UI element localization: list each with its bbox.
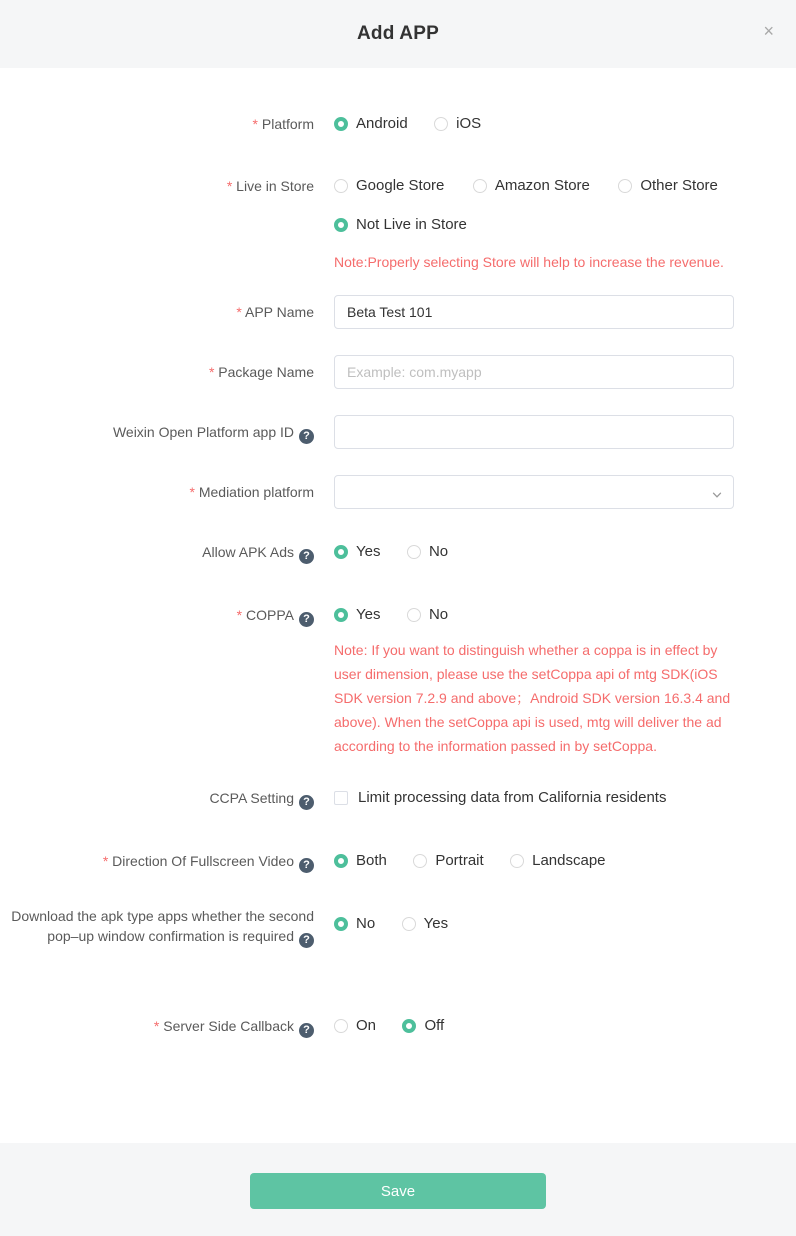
radio-unselected-icon [402, 917, 416, 931]
radio-selected-icon [334, 917, 348, 931]
form-row-server-side-callback [0, 1016, 796, 1039]
platform-options [334, 114, 734, 137]
radio-apk-confirm-yes[interactable]: Yes [402, 914, 448, 934]
coppa-note: Note: If you want to distinguish whether a coppa is in effect by user dimension, please use the setCoppa api of mtg SDK(iOS SDK version 7.2.9 and above；Android SDK version 16.3.4 and above). When the setCoppa api is used, mtg will deliver the ad according to the information passed in by setCoppa. [334, 642, 731, 754]
chevron-down-icon [711, 487, 723, 507]
radio-apk-ads-no[interactable]: No [407, 542, 448, 562]
radio-callback-off[interactable]: Off [402, 1016, 444, 1036]
app-name-label: * APP Name [0, 295, 314, 322]
ccpa-checkbox[interactable]: Limit processing data from California residents [334, 788, 666, 808]
form-row-live-in-store [0, 176, 796, 274]
apk-download-confirm-label: Download the apk type apps whether the second pop–up window confirmation is required? [0, 906, 314, 948]
form-row-platform [0, 114, 796, 137]
close-icon[interactable]: × [763, 21, 774, 41]
radio-selected-icon [334, 608, 348, 622]
coppa-label: * COPPA ? [0, 605, 314, 627]
live-in-store-label: * Live in Store [0, 176, 314, 196]
radio-unselected-icon [407, 608, 421, 622]
radio-other-store[interactable]: Other Store [618, 176, 718, 196]
radio-selected-icon [334, 545, 348, 559]
help-icon[interactable] [299, 612, 314, 627]
form-row-ccpa [0, 788, 796, 811]
weixin-app-id-input[interactable] [334, 415, 734, 449]
radio-unselected-icon [618, 179, 632, 193]
ccpa-label: CCPA Setting ? [0, 788, 314, 810]
radio-coppa-no[interactable]: No [407, 605, 448, 625]
radio-unselected-icon [413, 854, 427, 868]
weixin-app-id-label: Weixin Open Platform app ID? [0, 415, 314, 444]
dialog-title: Add APP [357, 23, 439, 44]
server-side-callback-label: * Server Side Callback ? [0, 1016, 314, 1038]
add-app-form [0, 68, 796, 1101]
mediation-platform-label: * Mediation platform [0, 475, 314, 502]
save-button[interactable]: Save [250, 1173, 546, 1209]
radio-direction-landscape[interactable]: Landscape [510, 851, 605, 871]
help-icon[interactable] [299, 1023, 314, 1038]
radio-unselected-icon [334, 179, 348, 193]
radio-unselected-icon [473, 179, 487, 193]
radio-unselected-icon [434, 117, 448, 131]
radio-direction-both[interactable]: Both [334, 851, 387, 871]
radio-apk-ads-yes[interactable]: Yes [334, 542, 380, 562]
form-row-coppa [0, 605, 796, 758]
radio-direction-portrait[interactable]: Portrait [413, 851, 483, 871]
checkbox-unchecked-icon [334, 791, 348, 805]
form-row-allow-apk-ads [0, 542, 796, 565]
radio-platform-android[interactable]: Android [334, 114, 408, 134]
help-icon[interactable] [299, 795, 314, 810]
dialog-footer [0, 1143, 796, 1236]
platform-label: * Platform [0, 114, 314, 134]
live-in-store-options [334, 176, 734, 274]
radio-not-live-in-store[interactable]: Not Live in Store [334, 215, 467, 235]
help-icon[interactable] [299, 549, 314, 564]
radio-selected-icon [334, 854, 348, 868]
radio-selected-icon [334, 117, 348, 131]
radio-apk-confirm-no[interactable]: No [334, 914, 375, 934]
form-row-fullscreen-direction [0, 851, 796, 874]
radio-coppa-yes[interactable]: Yes [334, 605, 380, 625]
radio-amazon-store[interactable]: Amazon Store [473, 176, 590, 196]
form-row-mediation-platform [0, 475, 796, 509]
help-icon[interactable] [299, 429, 314, 444]
radio-selected-icon [334, 218, 348, 232]
radio-unselected-icon [407, 545, 421, 559]
radio-callback-on[interactable]: On [334, 1016, 376, 1036]
help-icon[interactable] [299, 933, 314, 948]
radio-selected-icon [402, 1019, 416, 1033]
form-row-app-name [0, 295, 796, 329]
form-row-package-name [0, 355, 796, 389]
help-icon[interactable] [299, 858, 314, 873]
form-row-weixin-app-id [0, 415, 796, 449]
mediation-platform-select[interactable] [334, 475, 734, 509]
package-name-input[interactable] [334, 355, 734, 389]
store-note: Note:Properly selecting Store will help to increase the revenue. [334, 254, 724, 270]
package-name-label: * Package Name [0, 355, 314, 382]
radio-google-store[interactable]: Google Store [334, 176, 444, 196]
dialog-header [0, 0, 796, 68]
radio-unselected-icon [510, 854, 524, 868]
app-name-input[interactable] [334, 295, 734, 329]
allow-apk-ads-label: Allow APK Ads ? [0, 542, 314, 564]
radio-platform-ios[interactable]: iOS [434, 114, 481, 134]
form-row-apk-download-confirm [0, 906, 796, 948]
radio-unselected-icon [334, 1019, 348, 1033]
fullscreen-direction-label: * Direction Of Fullscreen Video ? [0, 851, 314, 873]
